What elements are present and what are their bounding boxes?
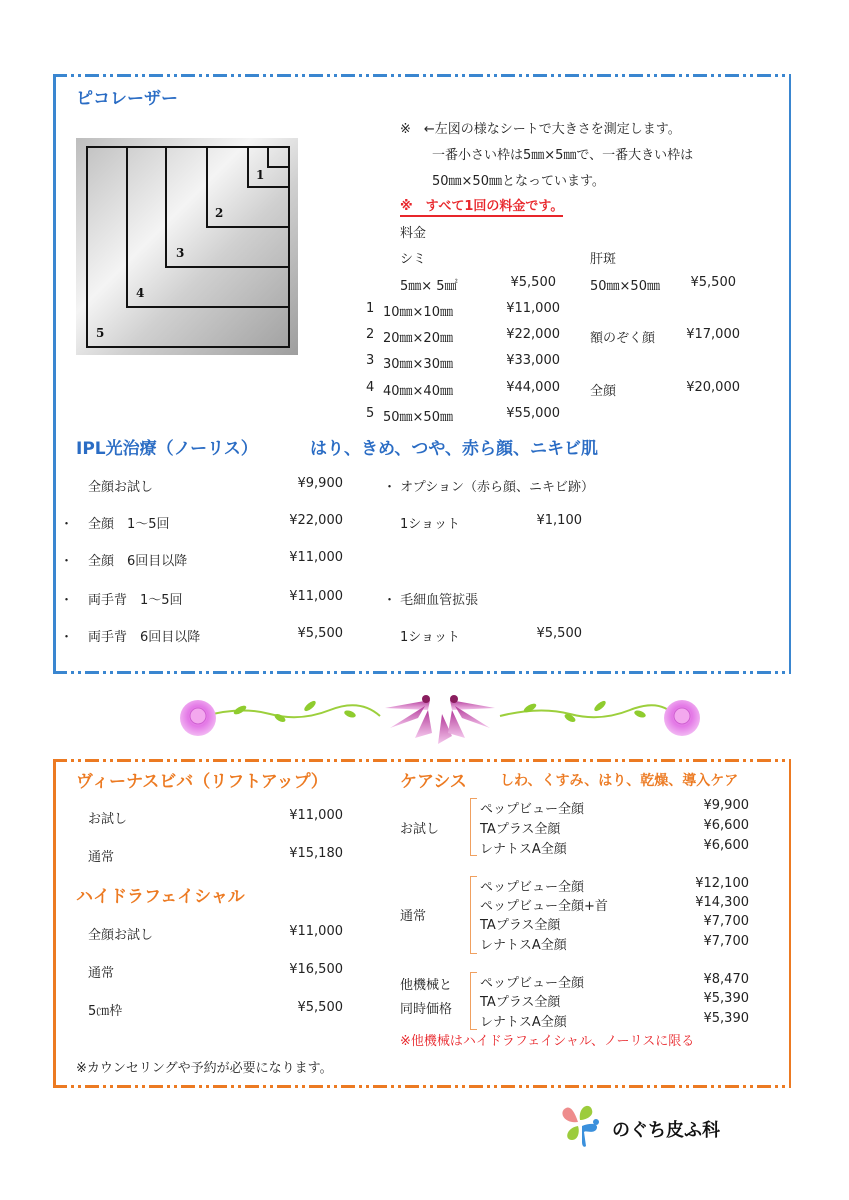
- item-name: ペップビュー全顔: [480, 880, 585, 895]
- ipl-item-label: 両手背 1～5回: [88, 593, 183, 608]
- item-name: レナトスA全顔: [480, 938, 567, 953]
- option-price: ¥1,100: [536, 513, 582, 528]
- shimi-size: 30㎜×30㎜: [383, 357, 453, 372]
- kanpan-area: 50㎜×50㎜: [590, 279, 660, 294]
- ipl-subtitle: はり、きめ、つや、赤ら顔、ニキビ肌: [310, 439, 598, 459]
- clinic-name: のぐち皮ふ科: [612, 1120, 720, 1141]
- frame-label-1: 1: [256, 168, 265, 182]
- frame-label-2: 2: [215, 206, 224, 220]
- item-price: ¥14,300: [695, 895, 749, 910]
- ipl-item-label: 全顔 1～5回: [88, 517, 170, 532]
- sheet-note-line-2: 一番小さい枠は5㎜×5㎜で、一番大きい枠は: [432, 148, 694, 163]
- single-session-note: ※ すべて1回の料金です。: [400, 195, 563, 217]
- hydra-item-label: 5㎝枠: [88, 1004, 123, 1019]
- ipl-item-label: 両手背 6回目以降: [88, 630, 201, 645]
- shimi-price: ¥5,500: [510, 275, 556, 290]
- group-label: お試し: [400, 822, 440, 837]
- hydra-item-price: ¥11,000: [289, 924, 343, 939]
- option-price: ¥5,500: [536, 626, 582, 641]
- picolaser-title: ピコレーザー: [76, 89, 178, 109]
- kanpan-area: 額のぞく顔: [590, 331, 656, 346]
- sheet-note-line-3: 50㎜×50㎜となっています。: [432, 174, 605, 189]
- bullet: ・: [60, 517, 74, 532]
- frame-label-5: 5: [96, 326, 105, 340]
- item-name: ペップビュー全顔: [480, 976, 585, 991]
- item-name: ペップビュー全顔+首: [480, 899, 608, 914]
- bracket-icon: [470, 798, 477, 856]
- item-price: ¥5,390: [703, 1011, 749, 1026]
- careasis-title: ケアシス: [400, 772, 467, 792]
- clover-person-logo-icon: [556, 1102, 606, 1152]
- frame-label-4: 4: [136, 286, 145, 300]
- option-item: 1ショット: [400, 630, 461, 645]
- kanpan-price: ¥5,500: [690, 275, 736, 290]
- combo-note: ※他機械はハイドラフェイシャル、ノーリスに限る: [400, 1034, 695, 1049]
- shimi-size: 50㎜×50㎜: [383, 410, 453, 425]
- item-price: ¥6,600: [703, 818, 749, 833]
- frame-label-3: 3: [176, 246, 185, 260]
- item-name: TAプラス全顔: [480, 995, 561, 1010]
- hydra-item-label: 全顔お試し: [88, 928, 154, 943]
- item-name: TAプラス全顔: [480, 918, 561, 933]
- measuring-sheet-diagram: [76, 138, 298, 355]
- frame-smallest: [267, 146, 290, 168]
- venus-title: ヴィーナスビバ（リフトアップ）: [76, 772, 328, 792]
- item-name: TAプラス全顔: [480, 822, 561, 837]
- price-label: 料金: [400, 226, 427, 241]
- ipl-item-price: ¥22,000: [289, 513, 343, 528]
- option-heading: ・ オプション（赤ら顔、ニキビ跡）: [383, 480, 594, 495]
- option-heading: ・ 毛細血管拡張: [383, 593, 479, 608]
- shimi-num: 2: [366, 327, 375, 342]
- rose-vine-divider-icon: [170, 688, 710, 744]
- shimi-num: 1: [366, 301, 375, 316]
- ipl-title: IPL光治療（ノーリス）: [76, 439, 258, 459]
- shimi-num: 3: [366, 353, 375, 368]
- item-price: ¥12,100: [695, 876, 749, 891]
- item-name: ペップビュー全顔: [480, 802, 585, 817]
- ipl-item-price: ¥5,500: [297, 626, 343, 641]
- ipl-item-price: ¥11,000: [289, 589, 343, 604]
- shimi-size: 40㎜×40㎜: [383, 384, 453, 399]
- shimi-price: ¥22,000: [506, 327, 560, 342]
- ipl-item-price: ¥9,900: [297, 476, 343, 491]
- bullet: ・: [60, 593, 74, 608]
- kanpan-price: ¥17,000: [686, 327, 740, 342]
- bracket-icon: [470, 876, 477, 954]
- shimi-price: ¥44,000: [506, 380, 560, 395]
- hydra-item-price: ¥5,500: [297, 1000, 343, 1015]
- shimi-price: ¥55,000: [506, 406, 560, 421]
- kanpan-price: ¥20,000: [686, 380, 740, 395]
- shimi-size: 10㎜×10㎜: [383, 305, 453, 320]
- shimi-size: 20㎜×20㎜: [383, 331, 453, 346]
- shimi-price: ¥11,000: [506, 301, 560, 316]
- item-name: レナトスA全顔: [480, 1015, 567, 1030]
- kanpan-label: 肝斑: [590, 252, 617, 267]
- bullet: ・: [60, 630, 74, 645]
- group-label: 通常: [400, 909, 427, 924]
- venus-item-label: 通常: [88, 850, 115, 865]
- ipl-item-price: ¥11,000: [289, 550, 343, 565]
- shimi-price: ¥33,000: [506, 353, 560, 368]
- item-price: ¥7,700: [703, 914, 749, 929]
- group-label-line-2: 同時価格: [400, 1002, 453, 1017]
- hydra-item-label: 通常: [88, 966, 115, 981]
- item-name: レナトスA全顔: [480, 842, 567, 857]
- counseling-footnote: ※カウンセリングや予約が必要になります。: [76, 1061, 333, 1076]
- shimi-size: 5㎜× 5㎟: [400, 279, 458, 294]
- venus-item-price: ¥11,000: [289, 808, 343, 823]
- hydra-title: ハイドラフェイシャル: [76, 887, 245, 907]
- item-price: ¥7,700: [703, 934, 749, 949]
- shimi-num: 5: [366, 406, 375, 421]
- venus-item-price: ¥15,180: [289, 846, 343, 861]
- item-price: ¥5,390: [703, 991, 749, 1006]
- careasis-subtitle: しわ、くすみ、はり、乾燥、導入ケア: [500, 773, 739, 789]
- hydra-item-price: ¥16,500: [289, 962, 343, 977]
- shimi-num: 4: [366, 380, 375, 395]
- item-price: ¥9,900: [703, 798, 749, 813]
- item-price: ¥8,470: [703, 972, 749, 987]
- bullet: ・: [60, 554, 74, 569]
- venus-item-label: お試し: [88, 812, 128, 827]
- ipl-item-label: 全顔お試し: [88, 480, 154, 495]
- option-item: 1ショット: [400, 517, 461, 532]
- sheet-note-line-1: ※ ←左図の様なシートで大きさを測定します。: [400, 122, 681, 137]
- bracket-icon: [470, 972, 477, 1030]
- item-price: ¥6,600: [703, 838, 749, 853]
- ipl-item-label: 全顔 6回目以降: [88, 554, 188, 569]
- shimi-label: シミ: [400, 252, 427, 267]
- kanpan-area: 全顔: [590, 384, 617, 399]
- group-label-line-1: 他機械と: [400, 978, 453, 993]
